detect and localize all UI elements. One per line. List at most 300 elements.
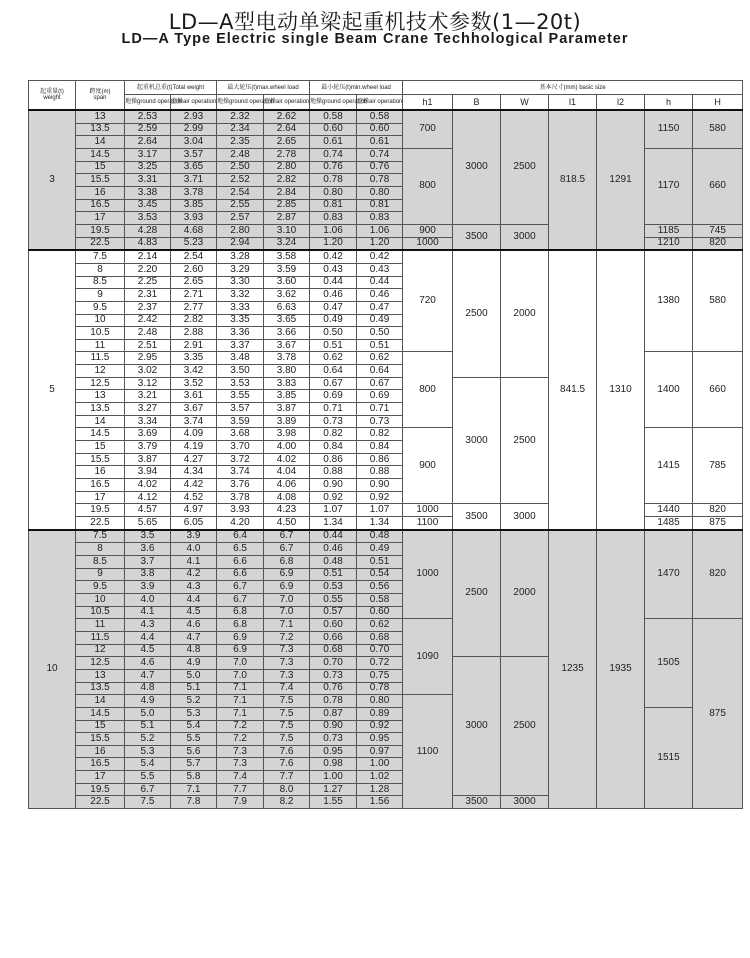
total-weight-ground-cell: 2.20	[125, 263, 171, 276]
header-basic-size: 基本尺寸(mm) basic size	[403, 81, 743, 95]
min-wheel-ground-cell: 0.92	[310, 491, 357, 504]
w-cell: 2500	[501, 377, 549, 504]
total-weight-ground-cell: 4.83	[125, 237, 171, 250]
table-row	[29, 110, 743, 123]
span-cell: 13	[76, 390, 125, 403]
max-wheel-ground-cell: 2.57	[217, 212, 264, 225]
max-wheel-ground-cell: 3.72	[217, 453, 264, 466]
span-cell: 9	[76, 289, 125, 302]
span-cell: 14.5	[76, 148, 125, 161]
max-wheel-air-cell: 4.02	[264, 453, 310, 466]
min-wheel-ground-cell: 0.60	[310, 123, 357, 136]
max-wheel-ground-cell: 6.7	[217, 581, 264, 594]
min-wheel-air-cell: 1.07	[357, 504, 403, 517]
max-wheel-ground-cell: 3.33	[217, 301, 264, 314]
total-weight-ground-cell: 5.0	[125, 707, 171, 720]
h-cell: 1400	[645, 352, 693, 428]
h-cell: 1470	[645, 530, 693, 619]
header-big-h: H	[693, 95, 743, 111]
total-weight-ground-cell: 2.95	[125, 352, 171, 365]
min-wheel-air-cell: 0.78	[357, 682, 403, 695]
total-weight-ground-cell: 4.0	[125, 593, 171, 606]
total-weight-ground-cell: 3.94	[125, 466, 171, 479]
min-wheel-ground-cell: 0.42	[310, 250, 357, 263]
max-wheel-ground-cell: 3.93	[217, 504, 264, 517]
max-wheel-ground-cell: 6.5	[217, 543, 264, 556]
w-cell: 2000	[501, 530, 549, 657]
total-weight-air-cell: 4.6	[171, 619, 217, 632]
max-wheel-air-cell: 7.7	[264, 771, 310, 784]
total-weight-ground-cell: 3.45	[125, 199, 171, 212]
total-weight-air-cell: 2.93	[171, 110, 217, 123]
min-wheel-ground-cell: 0.90	[310, 479, 357, 492]
h1-cell: 700	[403, 110, 453, 148]
max-wheel-ground-cell: 7.2	[217, 720, 264, 733]
total-weight-ground-cell: 3.6	[125, 543, 171, 556]
min-wheel-air-cell: 0.46	[357, 289, 403, 302]
min-wheel-ground-cell: 0.76	[310, 161, 357, 174]
span-cell: 13	[76, 669, 125, 682]
min-wheel-ground-cell: 0.98	[310, 758, 357, 771]
big-h-cell: 785	[693, 428, 743, 504]
total-weight-air-cell: 4.42	[171, 479, 217, 492]
span-cell: 15.5	[76, 453, 125, 466]
total-weight-ground-cell: 3.53	[125, 212, 171, 225]
span-cell: 8.5	[76, 555, 125, 568]
span-cell: 16	[76, 466, 125, 479]
min-wheel-ground-cell: 0.64	[310, 365, 357, 378]
max-wheel-ground-cell: 2.52	[217, 174, 264, 187]
min-wheel-air-cell: 0.43	[357, 263, 403, 276]
max-wheel-ground-cell: 3.50	[217, 365, 264, 378]
h-cell: 1485	[645, 517, 693, 530]
min-wheel-ground-cell: 0.57	[310, 606, 357, 619]
h1-cell: 1100	[403, 517, 453, 530]
max-wheel-ground-cell: 6.8	[217, 619, 264, 632]
header-ground-op: 地操ground operation	[125, 95, 171, 111]
min-wheel-ground-cell: 0.50	[310, 327, 357, 340]
total-weight-ground-cell: 5.1	[125, 720, 171, 733]
min-wheel-ground-cell: 0.84	[310, 441, 357, 454]
total-weight-air-cell: 4.27	[171, 453, 217, 466]
max-wheel-air-cell: 3.80	[264, 365, 310, 378]
total-weight-ground-cell: 3.79	[125, 441, 171, 454]
min-wheel-air-cell: 0.69	[357, 390, 403, 403]
total-weight-air-cell: 4.5	[171, 606, 217, 619]
min-wheel-air-cell: 0.49	[357, 314, 403, 327]
total-weight-air-cell: 3.74	[171, 415, 217, 428]
big-h-cell: 820	[693, 504, 743, 517]
total-weight-air-cell: 3.42	[171, 365, 217, 378]
total-weight-ground-cell: 4.6	[125, 657, 171, 670]
max-wheel-air-cell: 8.2	[264, 796, 310, 809]
span-cell: 14.5	[76, 707, 125, 720]
l1-cell: 1235	[549, 530, 597, 809]
total-weight-air-cell: 5.6	[171, 745, 217, 758]
b-cell: 3000	[453, 110, 501, 224]
min-wheel-ground-cell: 0.46	[310, 543, 357, 556]
max-wheel-ground-cell: 3.68	[217, 428, 264, 441]
total-weight-ground-cell: 2.64	[125, 136, 171, 149]
max-wheel-air-cell: 6.9	[264, 581, 310, 594]
total-weight-ground-cell: 2.31	[125, 289, 171, 302]
span-cell: 11.5	[76, 631, 125, 644]
big-h-cell: 875	[693, 517, 743, 530]
max-wheel-air-cell: 7.5	[264, 733, 310, 746]
min-wheel-ground-cell: 0.61	[310, 136, 357, 149]
min-wheel-ground-cell: 1.07	[310, 504, 357, 517]
max-wheel-ground-cell: 7.9	[217, 796, 264, 809]
total-weight-air-cell: 4.68	[171, 224, 217, 237]
total-weight-ground-cell: 5.4	[125, 758, 171, 771]
min-wheel-ground-cell: 1.00	[310, 771, 357, 784]
min-wheel-ground-cell: 0.83	[310, 212, 357, 225]
max-wheel-air-cell: 2.85	[264, 199, 310, 212]
total-weight-ground-cell: 2.37	[125, 301, 171, 314]
min-wheel-ground-cell: 0.86	[310, 453, 357, 466]
b-cell: 3000	[453, 377, 501, 504]
max-wheel-ground-cell: 7.0	[217, 669, 264, 682]
total-weight-ground-cell: 4.12	[125, 491, 171, 504]
total-weight-air-cell: 4.7	[171, 631, 217, 644]
span-cell: 9.5	[76, 301, 125, 314]
total-weight-ground-cell: 3.9	[125, 581, 171, 594]
min-wheel-air-cell: 0.68	[357, 631, 403, 644]
total-weight-ground-cell: 3.7	[125, 555, 171, 568]
total-weight-ground-cell: 3.34	[125, 415, 171, 428]
total-weight-air-cell: 4.34	[171, 466, 217, 479]
total-weight-air-cell: 6.05	[171, 517, 217, 530]
min-wheel-air-cell: 1.06	[357, 224, 403, 237]
max-wheel-ground-cell: 3.30	[217, 276, 264, 289]
total-weight-ground-cell: 3.8	[125, 568, 171, 581]
max-wheel-ground-cell: 7.4	[217, 771, 264, 784]
total-weight-air-cell: 3.04	[171, 136, 217, 149]
span-cell: 17	[76, 771, 125, 784]
total-weight-air-cell: 3.57	[171, 148, 217, 161]
span-cell: 14	[76, 415, 125, 428]
total-weight-ground-cell: 2.53	[125, 110, 171, 123]
min-wheel-air-cell: 0.78	[357, 174, 403, 187]
max-wheel-air-cell: 7.6	[264, 758, 310, 771]
span-cell: 7.5	[76, 530, 125, 543]
big-h-cell: 580	[693, 250, 743, 352]
min-wheel-air-cell: 0.60	[357, 606, 403, 619]
max-wheel-air-cell: 4.00	[264, 441, 310, 454]
min-wheel-air-cell: 0.58	[357, 593, 403, 606]
b-cell: 3000	[453, 657, 501, 796]
max-wheel-air-cell: 7.6	[264, 745, 310, 758]
total-weight-air-cell: 5.1	[171, 682, 217, 695]
max-wheel-air-cell: 2.62	[264, 110, 310, 123]
max-wheel-air-cell: 7.3	[264, 669, 310, 682]
max-wheel-ground-cell: 6.6	[217, 555, 264, 568]
max-wheel-air-cell: 7.5	[264, 720, 310, 733]
total-weight-ground-cell: 5.65	[125, 517, 171, 530]
header-ground-op: 地操ground operation	[310, 95, 357, 111]
total-weight-ground-cell: 3.87	[125, 453, 171, 466]
min-wheel-ground-cell: 0.78	[310, 695, 357, 708]
span-cell: 15.5	[76, 733, 125, 746]
min-wheel-ground-cell: 0.58	[310, 110, 357, 123]
h-cell: 1415	[645, 428, 693, 504]
max-wheel-ground-cell: 3.55	[217, 390, 264, 403]
total-weight-air-cell: 5.0	[171, 669, 217, 682]
span-cell: 22.5	[76, 517, 125, 530]
span-cell: 10	[76, 593, 125, 606]
total-weight-ground-cell: 4.7	[125, 669, 171, 682]
total-weight-air-cell: 3.78	[171, 186, 217, 199]
weight-cell: 10	[29, 530, 76, 809]
span-cell: 22.5	[76, 796, 125, 809]
min-wheel-air-cell: 0.73	[357, 415, 403, 428]
span-cell: 11.5	[76, 352, 125, 365]
max-wheel-air-cell: 3.83	[264, 377, 310, 390]
header-min-wheel-load: 最小轮压(t)min.wheel load	[310, 81, 403, 95]
span-cell: 19.5	[76, 504, 125, 517]
max-wheel-air-cell: 7.3	[264, 657, 310, 670]
total-weight-ground-cell: 4.1	[125, 606, 171, 619]
header-total-weight: 起重机总重(t)Total weight	[125, 81, 217, 95]
total-weight-air-cell: 2.60	[171, 263, 217, 276]
max-wheel-air-cell: 7.5	[264, 707, 310, 720]
total-weight-ground-cell: 3.38	[125, 186, 171, 199]
max-wheel-air-cell: 6.7	[264, 530, 310, 543]
total-weight-ground-cell: 2.14	[125, 250, 171, 263]
span-cell: 15	[76, 161, 125, 174]
header-span-cn: 跨度(m)	[89, 89, 111, 95]
total-weight-ground-cell: 4.02	[125, 479, 171, 492]
total-weight-air-cell: 4.1	[171, 555, 217, 568]
span-cell: 16.5	[76, 758, 125, 771]
min-wheel-ground-cell: 0.78	[310, 174, 357, 187]
min-wheel-air-cell: 0.61	[357, 136, 403, 149]
min-wheel-air-cell: 0.82	[357, 428, 403, 441]
min-wheel-air-cell: 0.80	[357, 695, 403, 708]
header-b: B	[453, 95, 501, 111]
max-wheel-air-cell: 4.08	[264, 491, 310, 504]
span-cell: 16.5	[76, 199, 125, 212]
max-wheel-air-cell: 3.58	[264, 250, 310, 263]
total-weight-air-cell: 3.67	[171, 403, 217, 416]
min-wheel-air-cell: 0.84	[357, 441, 403, 454]
span-cell: 19.5	[76, 783, 125, 796]
max-wheel-air-cell: 3.89	[264, 415, 310, 428]
max-wheel-air-cell: 4.06	[264, 479, 310, 492]
total-weight-ground-cell: 4.9	[125, 695, 171, 708]
total-weight-air-cell: 5.7	[171, 758, 217, 771]
b-cell: 3500	[453, 504, 501, 530]
max-wheel-ground-cell: 7.3	[217, 745, 264, 758]
total-weight-air-cell: 2.82	[171, 314, 217, 327]
header-ground-op: 地操ground operation	[217, 95, 264, 111]
total-weight-ground-cell: 3.25	[125, 161, 171, 174]
span-cell: 8	[76, 263, 125, 276]
total-weight-ground-cell: 2.42	[125, 314, 171, 327]
min-wheel-air-cell: 0.49	[357, 543, 403, 556]
w-cell: 2500	[501, 110, 549, 224]
max-wheel-air-cell: 6.7	[264, 543, 310, 556]
span-cell: 13.5	[76, 123, 125, 136]
header-air-op: 空操air operation	[171, 95, 217, 111]
header-max-wheel-load: 最大轮压(t)max.wheel load	[217, 81, 310, 95]
max-wheel-air-cell: 3.62	[264, 289, 310, 302]
min-wheel-ground-cell: 0.55	[310, 593, 357, 606]
min-wheel-air-cell: 0.51	[357, 555, 403, 568]
min-wheel-air-cell: 0.47	[357, 301, 403, 314]
header-l2: l2	[597, 95, 645, 111]
max-wheel-air-cell: 6.9	[264, 568, 310, 581]
span-cell: 10.5	[76, 606, 125, 619]
max-wheel-ground-cell: 3.35	[217, 314, 264, 327]
span-cell: 9.5	[76, 581, 125, 594]
big-h-cell: 660	[693, 148, 743, 224]
total-weight-ground-cell: 4.57	[125, 504, 171, 517]
min-wheel-air-cell: 0.92	[357, 491, 403, 504]
weight-cell: 3	[29, 110, 76, 250]
max-wheel-air-cell: 7.0	[264, 593, 310, 606]
span-cell: 22.5	[76, 237, 125, 250]
header-weight	[29, 81, 76, 111]
max-wheel-ground-cell: 3.59	[217, 415, 264, 428]
total-weight-air-cell: 4.52	[171, 491, 217, 504]
max-wheel-air-cell: 7.3	[264, 644, 310, 657]
min-wheel-ground-cell: 1.34	[310, 517, 357, 530]
min-wheel-ground-cell: 0.44	[310, 276, 357, 289]
max-wheel-air-cell: 2.65	[264, 136, 310, 149]
min-wheel-air-cell: 0.76	[357, 161, 403, 174]
min-wheel-air-cell: 0.54	[357, 568, 403, 581]
min-wheel-air-cell: 0.89	[357, 707, 403, 720]
max-wheel-ground-cell: 2.48	[217, 148, 264, 161]
min-wheel-ground-cell: 0.88	[310, 466, 357, 479]
max-wheel-ground-cell: 3.74	[217, 466, 264, 479]
max-wheel-ground-cell: 6.6	[217, 568, 264, 581]
header-l1: l1	[549, 95, 597, 111]
min-wheel-air-cell: 0.50	[357, 327, 403, 340]
big-h-cell: 660	[693, 352, 743, 428]
total-weight-ground-cell: 2.51	[125, 339, 171, 352]
max-wheel-air-cell: 7.1	[264, 619, 310, 632]
total-weight-air-cell: 2.71	[171, 289, 217, 302]
span-cell: 14.5	[76, 428, 125, 441]
min-wheel-air-cell: 1.02	[357, 771, 403, 784]
max-wheel-ground-cell: 2.34	[217, 123, 264, 136]
min-wheel-ground-cell: 0.44	[310, 530, 357, 543]
big-h-cell: 875	[693, 619, 743, 809]
min-wheel-ground-cell: 0.80	[310, 186, 357, 199]
max-wheel-air-cell: 7.4	[264, 682, 310, 695]
w-cell: 3000	[501, 224, 549, 250]
total-weight-air-cell: 2.54	[171, 250, 217, 263]
total-weight-air-cell: 3.35	[171, 352, 217, 365]
max-wheel-air-cell: 3.59	[264, 263, 310, 276]
span-cell: 8	[76, 543, 125, 556]
min-wheel-ground-cell: 0.43	[310, 263, 357, 276]
span-cell: 14	[76, 136, 125, 149]
total-weight-ground-cell: 6.7	[125, 783, 171, 796]
min-wheel-ground-cell: 0.73	[310, 669, 357, 682]
min-wheel-air-cell: 0.90	[357, 479, 403, 492]
header-air-op: 空操air operation	[357, 95, 403, 111]
max-wheel-ground-cell: 3.29	[217, 263, 264, 276]
big-h-cell: 820	[693, 530, 743, 619]
total-weight-ground-cell: 4.28	[125, 224, 171, 237]
max-wheel-ground-cell: 3.36	[217, 327, 264, 340]
total-weight-air-cell: 7.8	[171, 796, 217, 809]
table-row	[29, 250, 743, 263]
header-h1: h1	[403, 95, 453, 111]
min-wheel-ground-cell: 0.69	[310, 390, 357, 403]
l2-cell: 1310	[597, 250, 645, 529]
span-cell: 13.5	[76, 403, 125, 416]
span-cell: 9	[76, 568, 125, 581]
max-wheel-air-cell: 3.85	[264, 390, 310, 403]
max-wheel-air-cell: 3.67	[264, 339, 310, 352]
span-cell: 13.5	[76, 682, 125, 695]
min-wheel-ground-cell: 1.06	[310, 224, 357, 237]
h-cell: 1210	[645, 237, 693, 250]
max-wheel-ground-cell: 2.55	[217, 199, 264, 212]
h1-cell: 1000	[403, 530, 453, 619]
max-wheel-air-cell: 2.80	[264, 161, 310, 174]
max-wheel-ground-cell: 6.9	[217, 644, 264, 657]
span-cell: 14	[76, 695, 125, 708]
max-wheel-ground-cell: 7.1	[217, 695, 264, 708]
max-wheel-air-cell: 3.10	[264, 224, 310, 237]
total-weight-air-cell: 4.9	[171, 657, 217, 670]
total-weight-air-cell: 7.1	[171, 783, 217, 796]
min-wheel-air-cell: 0.86	[357, 453, 403, 466]
span-cell: 16.5	[76, 479, 125, 492]
min-wheel-air-cell: 0.75	[357, 669, 403, 682]
min-wheel-air-cell: 0.71	[357, 403, 403, 416]
max-wheel-ground-cell: 7.3	[217, 758, 264, 771]
min-wheel-ground-cell: 0.66	[310, 631, 357, 644]
min-wheel-air-cell: 0.48	[357, 530, 403, 543]
big-h-cell: 580	[693, 110, 743, 148]
min-wheel-air-cell: 0.97	[357, 745, 403, 758]
min-wheel-ground-cell: 0.76	[310, 682, 357, 695]
min-wheel-ground-cell: 0.60	[310, 619, 357, 632]
total-weight-air-cell: 5.4	[171, 720, 217, 733]
h-cell: 1170	[645, 148, 693, 224]
max-wheel-air-cell: 3.60	[264, 276, 310, 289]
total-weight-air-cell: 2.88	[171, 327, 217, 340]
max-wheel-air-cell: 3.66	[264, 327, 310, 340]
total-weight-air-cell: 2.91	[171, 339, 217, 352]
min-wheel-air-cell: 0.88	[357, 466, 403, 479]
min-wheel-ground-cell: 0.68	[310, 644, 357, 657]
min-wheel-ground-cell: 0.90	[310, 720, 357, 733]
span-cell: 11	[76, 619, 125, 632]
h1-cell: 1000	[403, 237, 453, 250]
min-wheel-air-cell: 0.62	[357, 619, 403, 632]
total-weight-air-cell: 3.65	[171, 161, 217, 174]
h1-cell: 1000	[403, 504, 453, 517]
total-weight-air-cell: 3.93	[171, 212, 217, 225]
total-weight-ground-cell: 3.27	[125, 403, 171, 416]
min-wheel-ground-cell: 0.62	[310, 352, 357, 365]
total-weight-ground-cell: 3.02	[125, 365, 171, 378]
max-wheel-ground-cell: 2.35	[217, 136, 264, 149]
span-cell: 10	[76, 314, 125, 327]
total-weight-ground-cell: 4.5	[125, 644, 171, 657]
min-wheel-ground-cell: 0.51	[310, 568, 357, 581]
max-wheel-air-cell: 3.24	[264, 237, 310, 250]
span-cell: 12	[76, 644, 125, 657]
l2-cell: 1935	[597, 530, 645, 809]
